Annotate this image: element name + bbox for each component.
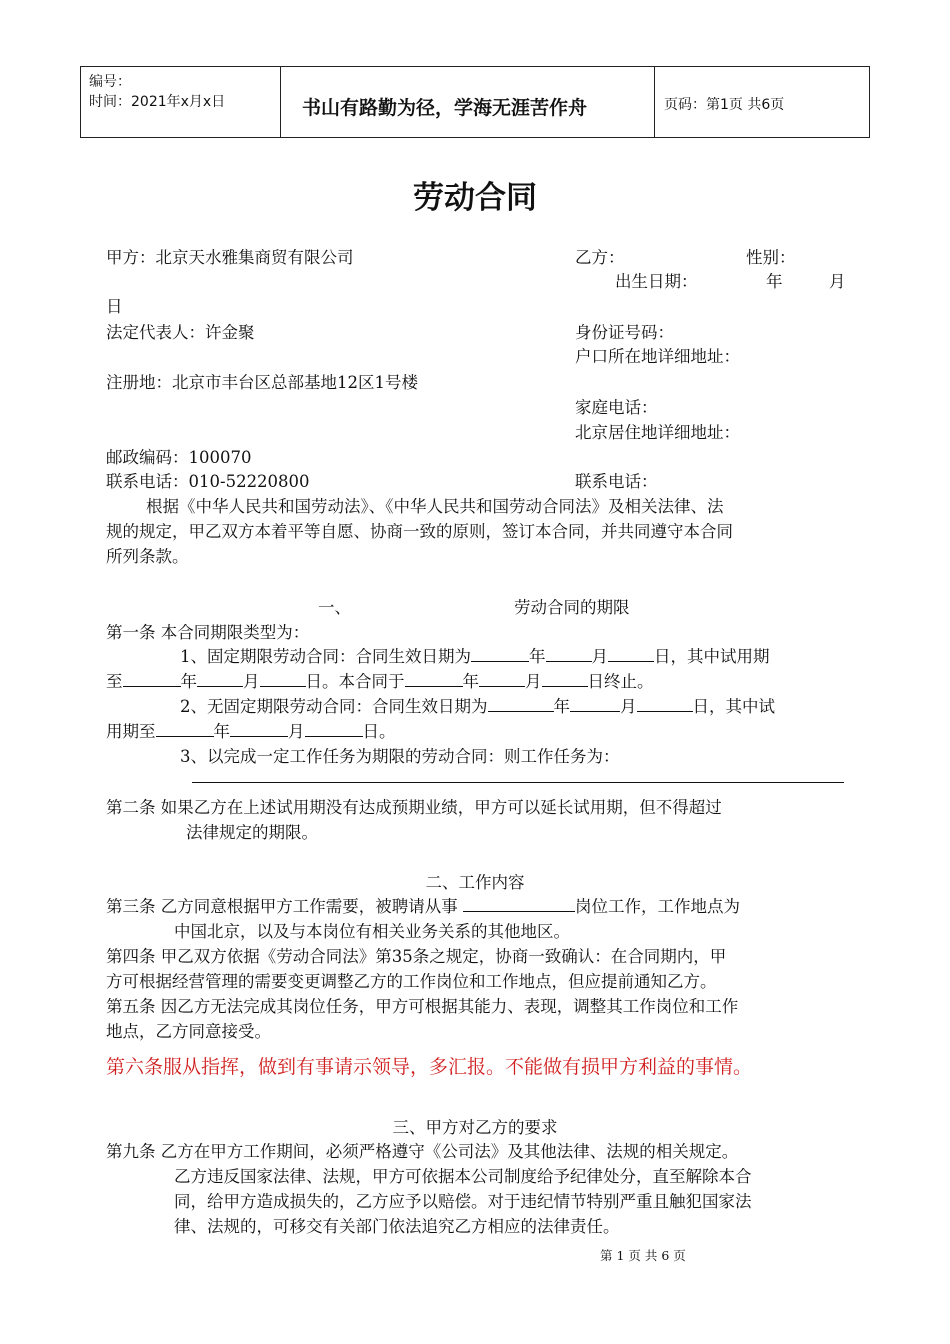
clause-text: 年 bbox=[529, 647, 546, 666]
clause-text: 第三条 乙方同意根据甲方工作需要，被聘请从事 bbox=[106, 897, 458, 916]
clause-text: 年 bbox=[462, 672, 479, 691]
clause-text: 日。 bbox=[362, 722, 396, 741]
article-9-line: 第九条 乙方在甲方工作期间，必须严格遵守《公司法》及其他法律、法规的相关规定。 bbox=[106, 1142, 739, 1161]
clause-text: 日。本合同于 bbox=[305, 672, 405, 691]
party-b-gender: 性别： bbox=[746, 248, 796, 267]
blank-field[interactable] bbox=[479, 668, 525, 687]
blank-field[interactable] bbox=[542, 668, 588, 687]
section-2-title: 二、工作内容 bbox=[425, 873, 525, 892]
blank-field[interactable] bbox=[123, 668, 181, 687]
party-b-beijing-address: 北京居住地详细地址： bbox=[575, 423, 740, 442]
article-1-item-3: 3、以完成一定工作任务为期限的劳动合同：则工作任务为： bbox=[180, 747, 620, 766]
party-b-hukou-address: 户口所在地详细地址： bbox=[575, 347, 740, 366]
article-1-item-2 bbox=[180, 693, 775, 717]
blank-field[interactable] bbox=[608, 643, 654, 662]
clause-text: 日，其中试用期 bbox=[654, 647, 770, 666]
clause-text: 月 bbox=[525, 672, 542, 691]
party-b-id-number: 身份证号码： bbox=[575, 323, 674, 342]
blank-field[interactable] bbox=[471, 643, 529, 662]
intro-line: 规的规定，甲乙双方本着平等自愿、协商一致的原则，签订本合同，并共同遵守本合同 bbox=[106, 522, 733, 541]
blank-field[interactable] bbox=[546, 643, 592, 662]
clause-text: 月 bbox=[591, 647, 608, 666]
document-date: 时间：2021年x月x日 bbox=[89, 94, 226, 110]
article-6-highlight: 第六条服从指挥，做到有事请示领导，多汇报。不能做有损甲方利益的事情。 bbox=[106, 1056, 753, 1078]
blank-field[interactable] bbox=[305, 718, 363, 737]
header-divider bbox=[869, 67, 870, 137]
clause-text: 日，其中试 bbox=[692, 697, 775, 716]
article-3-line: 中国北京，以及与本岗位有相关业务关系的其他地区。 bbox=[174, 922, 570, 941]
blank-field[interactable] bbox=[156, 718, 214, 737]
clause-text: 日终止。 bbox=[587, 672, 654, 691]
header-divider bbox=[280, 67, 281, 137]
article-2-line: 法律规定的期限。 bbox=[186, 823, 318, 842]
clause-text: 年 bbox=[180, 672, 197, 691]
section-3-title: 三、甲方对乙方的要求 bbox=[392, 1118, 558, 1137]
article-5-line: 第五条 因乙方无法完成其岗位任务，甲方可根据其能力、表现，调整其工作岗位和工作 bbox=[106, 997, 739, 1016]
header-motto: 书山有路勤为径，学海无涯苦作舟 bbox=[302, 97, 588, 119]
blank-field[interactable] bbox=[197, 668, 243, 687]
page-footer: 第 1 页 共 6 页 bbox=[600, 1248, 686, 1263]
article-9-line: 乙方违反国家法律、法规，甲方可依据本公司制度给予纪律处分，直至解除本合 bbox=[174, 1167, 752, 1186]
header-divider bbox=[654, 67, 655, 137]
section-1-title: 劳动合同的期限 bbox=[514, 598, 630, 617]
blank-field[interactable] bbox=[637, 693, 693, 712]
article-2-line: 第二条 如果乙方在上述试用期没有达成预期业绩，甲方可以延长试用期，但不得超过 bbox=[106, 798, 722, 817]
document-title: 劳动合同 bbox=[413, 180, 537, 216]
intro-line: 根据《中华人民共和国劳动法》、《中华人民共和国劳动合同法》及相关法律、法 bbox=[146, 497, 724, 516]
clause-text: 2、无固定期限劳动合同：合同生效日期为 bbox=[180, 697, 488, 716]
article-4-line: 方可根据经营管理的需要变更调整乙方的工作岗位和工作地点，但应提前通知乙方。 bbox=[106, 972, 717, 991]
article-1-item-1 bbox=[180, 643, 770, 667]
document-number-label: 编号： bbox=[89, 74, 131, 90]
party-a-address: 注册地：北京市丰台区总部基地12区1号楼 bbox=[106, 373, 418, 392]
blank-field[interactable] bbox=[488, 693, 554, 712]
blank-field[interactable] bbox=[260, 668, 306, 687]
birth-month-unit: 月 bbox=[829, 272, 846, 291]
clause-text: 月 bbox=[243, 672, 260, 691]
clause-text: 用期至 bbox=[106, 722, 156, 741]
article-1-item-2-cont bbox=[106, 718, 396, 742]
article-4-line: 第四条 甲乙双方依据《劳动合同法》第35条之规定，协商一致确认：在合同期内，甲 bbox=[106, 947, 727, 966]
blank-field[interactable] bbox=[230, 718, 288, 737]
article-9-line: 律、法规的，可移交有关部门依法追究乙方相应的法律责任。 bbox=[174, 1217, 620, 1236]
clause-text: 月 bbox=[620, 697, 637, 716]
article-3-line bbox=[106, 893, 740, 917]
blank-field[interactable] bbox=[405, 668, 463, 687]
birth-day-unit: 日 bbox=[106, 297, 123, 316]
blank-field[interactable] bbox=[570, 693, 620, 712]
party-a-postcode: 邮政编码：100070 bbox=[106, 448, 252, 467]
article-9-line: 同，给甲方造成损失的，乙方应予以赔偿。对于违纪情节特别严重且触犯国家法 bbox=[174, 1192, 752, 1211]
clause-text: 年 bbox=[213, 722, 230, 741]
header-divider bbox=[80, 67, 81, 137]
clause-text: 年 bbox=[553, 697, 570, 716]
article-1-item-1-cont bbox=[106, 668, 654, 692]
blank-field[interactable] bbox=[463, 893, 575, 912]
party-b-phone: 联系电话： bbox=[575, 472, 658, 491]
article-1-heading: 第一条 本合同期限类型为： bbox=[106, 623, 310, 642]
clause-text: 1、固定期限劳动合同：合同生效日期为 bbox=[180, 647, 471, 666]
header-table bbox=[80, 66, 870, 138]
party-a-phone: 联系电话：010-52220800 bbox=[106, 472, 310, 491]
section-1-number: 一、 bbox=[318, 598, 351, 617]
party-b-home-phone: 家庭电话： bbox=[575, 398, 658, 417]
party-b-birth: 出生日期： bbox=[615, 272, 698, 291]
task-blank-line[interactable] bbox=[192, 782, 844, 783]
party-a-name: 甲方：北京天水雅集商贸有限公司 bbox=[106, 248, 354, 267]
clause-text: 岗位工作，工作地点为 bbox=[575, 897, 740, 916]
party-a-legal-rep: 法定代表人：许金聚 bbox=[106, 323, 255, 342]
intro-line: 所列条款。 bbox=[106, 547, 189, 566]
clause-text: 至 bbox=[106, 672, 123, 691]
header-page-info: 页码：第1页 共6页 bbox=[664, 97, 785, 113]
party-b-label: 乙方： bbox=[575, 248, 625, 267]
clause-text: 月 bbox=[288, 722, 305, 741]
article-5-line: 地点，乙方同意接受。 bbox=[106, 1022, 271, 1041]
birth-year-unit: 年 bbox=[766, 272, 783, 291]
